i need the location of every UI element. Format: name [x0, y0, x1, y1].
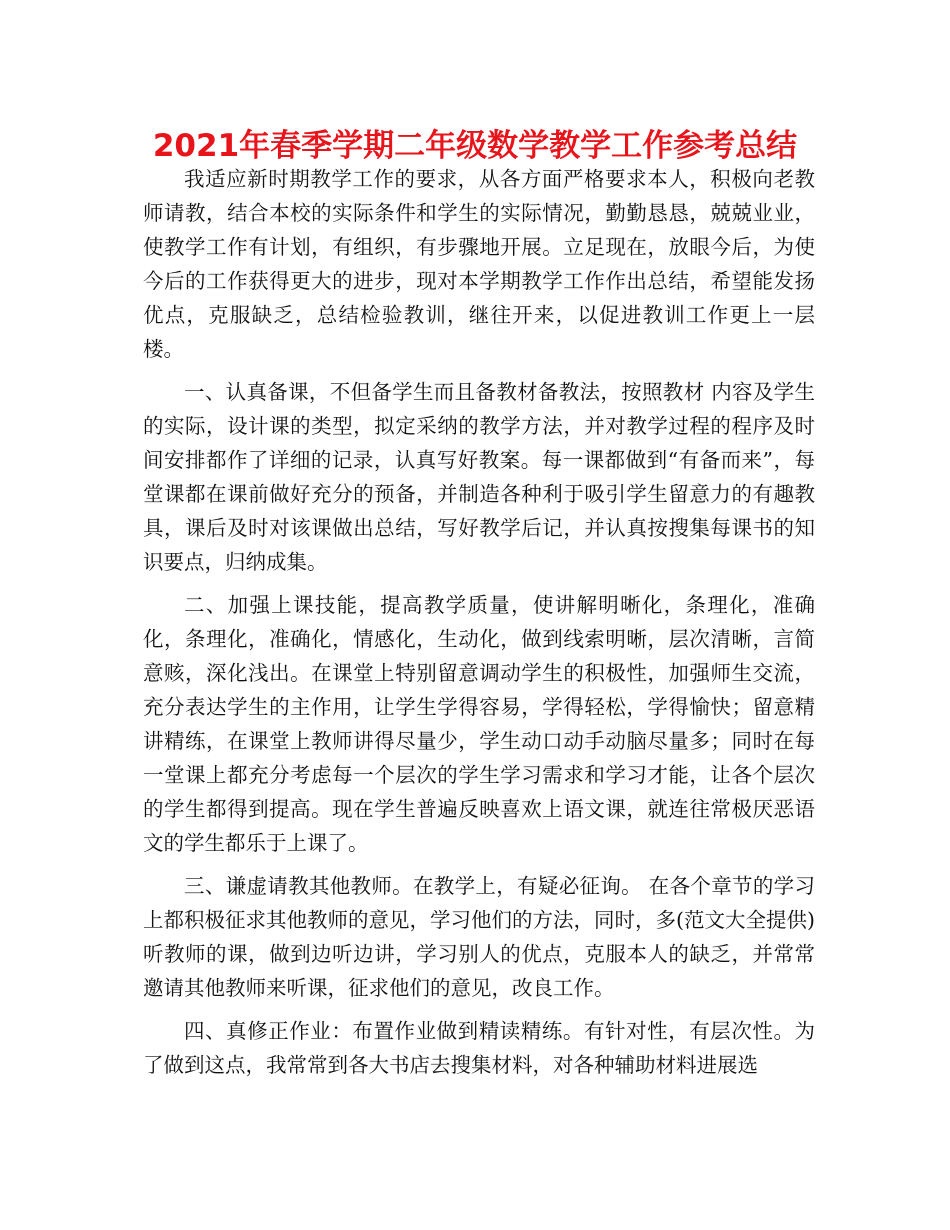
paragraph-section-4: 四、真修正作业：布置作业做到精读精练。有针对性，有层次性。为了做到这点，我常常到各大书店去搜集材料，对各种辅助材料进展选: [143, 1019, 815, 1077]
document-title: 2021年春季学期二年级数学教学工作参考总结: [152, 128, 798, 164]
paragraph-section-2: 二、加强上课技能，提高教学质量，使讲解明晰化，条理化，准确化，条理化，准确化，情感化，生动化，做到线索明晰，层次清晰，言简意赅，深化浅出。在课堂上特别留意调动学生的积极性，加强师生交流，充分表达学生的主作用，让学生学得容易，学得轻松，学得愉快；留意精讲精练，在课堂上教师讲得尽量少，学生动口动手动脑尽量多；同时在每一堂课上都充分考虑每一个层次的学生学习需求和学习才能，让各个层次的学生都得到提高。现在学生普遍反映喜欢上语文课，就连往常极厌恶语文的学生都乐于上课了。: [143, 593, 815, 855]
paragraph-section-1: 一、认真备课，不但备学生而且备教材备教法，按照教材 内容及学生的实际，设计课的类型，拟定采纳的教学方法，并对教学过程的程序及时间安排都作了详细的记录，认真写好教案。每一课都做到“有备而来”，每堂课都在课前做好充分的预备，并制造各种利于吸引学生留意力的有趣教具，课后及时对该课做出总结，写好教学后记，并认真按搜集每课书的知识要点，归纳成集。: [143, 380, 815, 574]
paragraph-section-3: 三、谦虚请教其他教师。在教学上，有疑必征询。 在各个章节的学习上都积极征求其他教师的意见，学习他们的方法，同时，多(范文大全提供)听教师的课，做到边听边讲，学习别人的优点，克服本人的缺乏，并常常邀请其他教师来听课，征求他们的意见，改良工作。: [143, 874, 815, 1000]
paragraph-intro: 我适应新时期教学工作的要求，从各方面严格要求本人，积极向老教师请教，结合本校的实际条件和学生的实际情况，勤勤恳恳，兢兢业业，使教学工作有计划，有组织，有步骤地开展。立足现在，放眼今后，为使今后的工作获得更大的进步，现对本学期教学工作作出总结，希望能发扬优点，克服缺乏，总结检验教训，继往开来，以促进教训工作更上一层楼。: [143, 167, 815, 361]
document-body: [143, 162, 815, 1082]
